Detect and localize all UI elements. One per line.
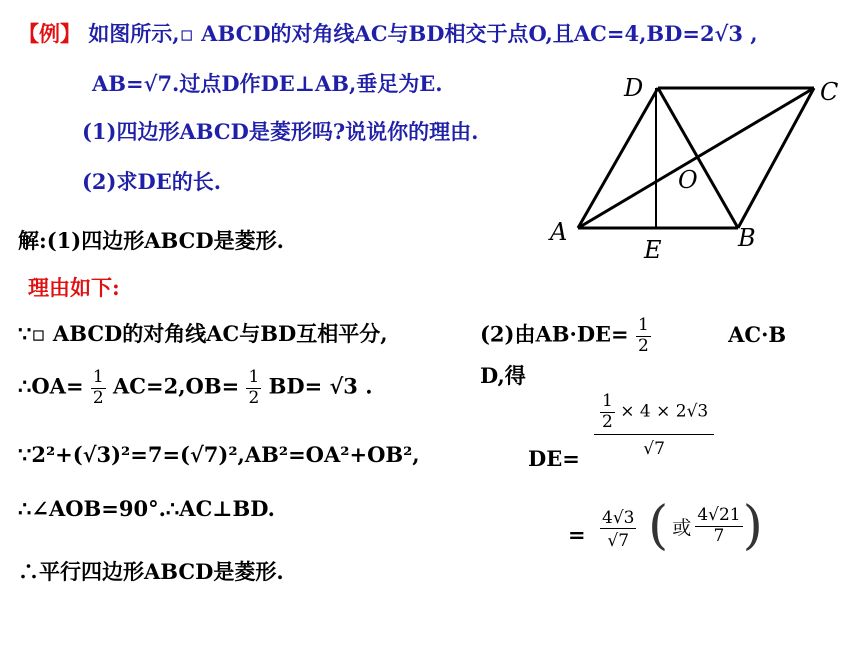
bd-eq: BD= xyxy=(268,373,323,399)
de-label: DE= xyxy=(528,446,580,471)
solution-line-1: 解:(1)四边形ABCD是菱形. xyxy=(18,228,284,253)
left-paren: ( xyxy=(648,496,669,556)
half-fraction-2: $\frac{1}{2}$ xyxy=(248,367,260,408)
part2-line-2: D,得 xyxy=(480,363,526,388)
half-fraction-3: $\frac{1}{2}$ xyxy=(637,315,649,356)
solution-line-7: ∴平行四边形ABCD是菱形. xyxy=(18,559,284,584)
diagonal-bd xyxy=(658,88,738,228)
diagonal-ac xyxy=(578,88,814,228)
de-denominator: √7 xyxy=(643,439,665,460)
equals-sign: = xyxy=(568,522,586,547)
period: . xyxy=(365,373,373,399)
or-label: 或 xyxy=(672,516,692,539)
edge-ad xyxy=(578,88,658,228)
rhombus-figure xyxy=(548,74,848,264)
question-1: (1)四边形ABCD是菱形吗?说说你的理由. xyxy=(82,119,479,144)
half-fraction-1: $\frac{1}{2}$ xyxy=(92,367,104,408)
alternative-result xyxy=(648,496,763,556)
times-expr: × 4 × 2√3 xyxy=(620,401,709,422)
solution-line-4 xyxy=(18,368,373,408)
oa-label: ∴OA= xyxy=(18,373,84,399)
result-fraction-2: $\frac{4√21}{7}$ xyxy=(697,504,741,546)
right-paren: ) xyxy=(742,496,763,556)
inner-half: $\frac{1}{2}$ xyxy=(602,391,613,432)
label-d: D xyxy=(624,74,644,102)
problem-text-1: 如图所示,▫ ABCD的对角线AC与BD相交于点O,且AC=4,BD=2√3 , xyxy=(88,21,758,46)
part2-intro: (2)由AB·DE= xyxy=(480,321,629,347)
label-o: O xyxy=(678,166,698,194)
label-c: C xyxy=(820,78,839,106)
part2-ac-bd: AC·B xyxy=(728,321,787,347)
reason-heading: 理由如下: xyxy=(28,275,120,300)
label-b: B xyxy=(738,224,756,252)
label-a: A xyxy=(550,218,568,246)
ac-eq: AC=2,OB= xyxy=(113,373,240,399)
label-e: E xyxy=(644,236,662,264)
problem-line-1 xyxy=(18,18,758,48)
result-fraction-1: 4√3 √7 xyxy=(602,508,635,551)
question-2: (2)求DE的长. xyxy=(82,169,222,194)
example-tag: 【例】 xyxy=(18,21,81,46)
bd-value: √3 xyxy=(329,373,358,399)
part2-line-1 xyxy=(480,316,786,356)
solution-line-3: ∵▫ ABCD的对角线AC与BD互相平分, xyxy=(18,321,388,346)
solution-line-5: ∵2²+(√3)²=7=(√7)²,AB²=OA²+OB², xyxy=(18,442,420,467)
solution-line-6: ∴∠AOB=90°.∴AC⊥BD. xyxy=(18,496,275,521)
de-big-fraction xyxy=(594,392,714,459)
problem-line-2: AB=√7.过点D作DE⊥AB,垂足为E. xyxy=(92,71,443,96)
